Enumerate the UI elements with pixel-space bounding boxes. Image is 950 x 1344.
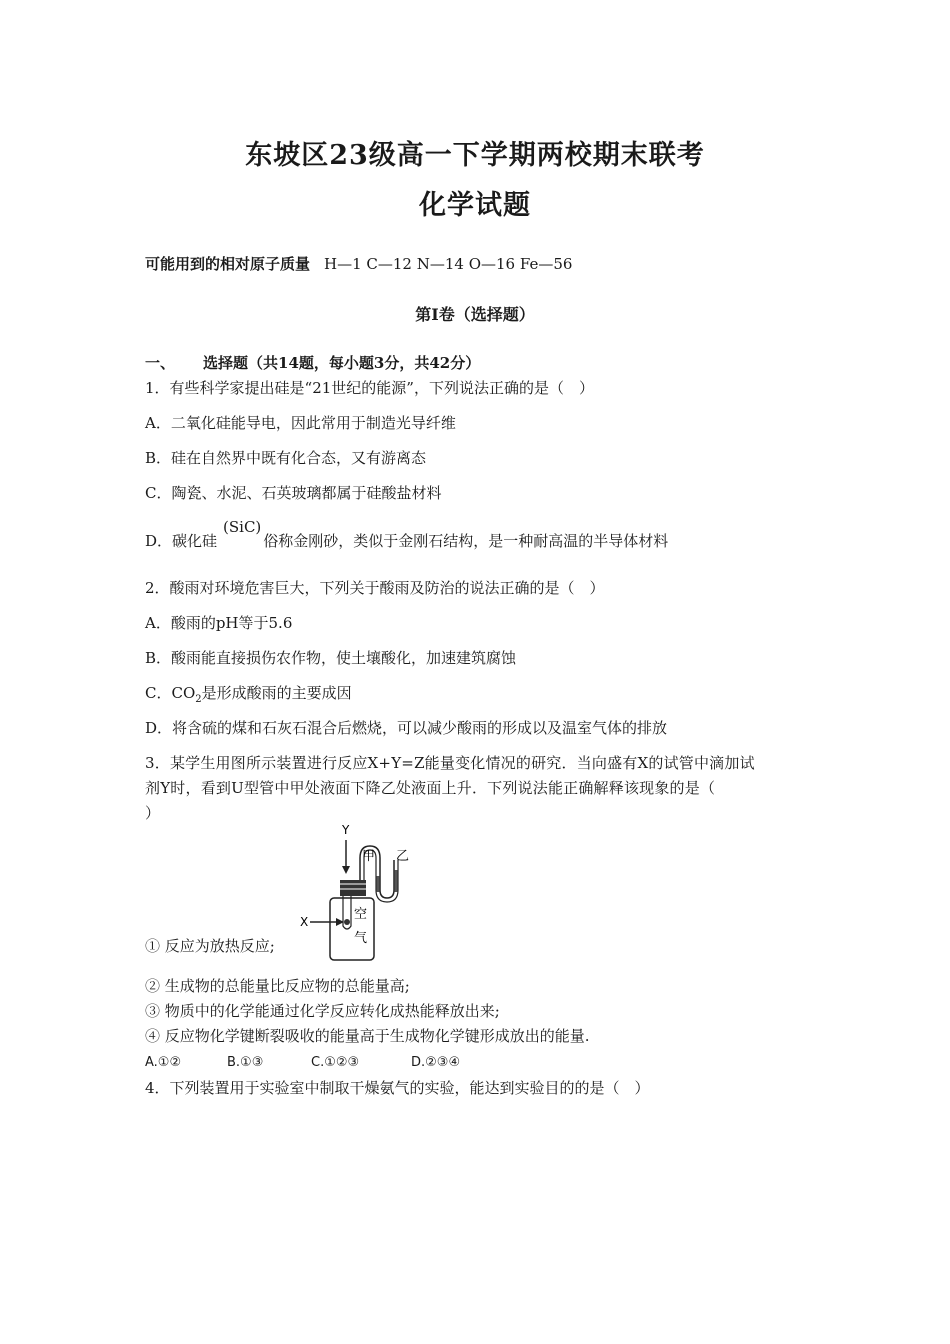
subject-title: 化学试题 bbox=[419, 190, 531, 221]
q3-option-c: C.①②③ bbox=[311, 1055, 360, 1070]
label-y: Y bbox=[342, 823, 350, 837]
q3-stem-line2: 剂Y时，看到U型管中甲处液面下降乙处液面上升．下列说法能正确解释该现象的是（ bbox=[145, 779, 716, 797]
q1-stem: 1．有些科学家提出硅是“21世纪的能源”，下列说法正确的是（ ） bbox=[145, 379, 594, 397]
bottle bbox=[330, 898, 374, 960]
q2-c-prefix: C．CO bbox=[145, 684, 196, 702]
section-title: 选择题（共14题，每小题3分，共42分） bbox=[203, 354, 481, 372]
q1-option-d bbox=[145, 518, 669, 551]
label-yi: 乙 bbox=[396, 849, 410, 864]
q3-option-b: B.①③ bbox=[227, 1055, 264, 1070]
q3-statement-4: ④ 反应物化学键断裂吸收的能量高于生成物化学键形成放出的能量. bbox=[145, 1027, 590, 1045]
stopper bbox=[340, 880, 366, 896]
q1-option-b: B．硅在自然界中既有化合态，又有游离态 bbox=[145, 449, 427, 467]
label-qi: 气 bbox=[354, 931, 368, 946]
q3-stem-line1: 3．某学生用图所示装置进行反应X+Y=Z能量变化情况的研究．当向盛有X的试管中滴加试 bbox=[145, 754, 755, 772]
volume-title: 第Ⅰ卷（选择题） bbox=[415, 305, 535, 324]
q2-option-d: D．将含硫的煤和石灰石混合后燃烧，可以减少酸雨的形成以及温室气体的排放 bbox=[145, 719, 668, 737]
q1-option-a: A．二氧化硅能导电，因此常用于制造光导纤维 bbox=[145, 414, 456, 432]
q2-c-suffix: 是形成酸雨的主要成因 bbox=[201, 684, 352, 702]
label-jia: 甲 bbox=[362, 849, 376, 864]
label-kong: 空 bbox=[354, 907, 368, 922]
q4-stem: 4．下列装置用于实验室中制取干燥氨气的实验，能达到实验目的的是（ ） bbox=[145, 1079, 650, 1097]
q3-apparatus-figure bbox=[290, 818, 420, 963]
q1-d-formula: (SiC) bbox=[223, 518, 262, 536]
q3-stem-line3: ） bbox=[145, 804, 161, 822]
q3-option-a: A.①② bbox=[145, 1055, 182, 1070]
q1-option-c: C．陶瓷、水泥、石英玻璃都属于硅酸盐材料 bbox=[145, 484, 442, 502]
q2-option-b: B．酸雨能直接损伤农作物，使土壤酸化，加速建筑腐蚀 bbox=[145, 649, 517, 667]
q2-option-c bbox=[145, 682, 352, 703]
section-number: 一、 bbox=[145, 354, 176, 372]
q2-option-a: A．酸雨的pH等于5.6 bbox=[145, 614, 293, 632]
section-header bbox=[145, 352, 480, 373]
label-x: X bbox=[300, 915, 309, 929]
q2-c-subscript: 2 bbox=[195, 694, 202, 705]
q1-d-prefix: D．碳化硅 bbox=[145, 532, 218, 550]
q1-d-suffix: 俗称金刚砂，类似于金刚石结构，是一种耐高温的半导体材料 bbox=[263, 532, 669, 550]
q3-statement-1: ① 反应为放热反应; bbox=[145, 937, 275, 955]
y-arrow-head bbox=[342, 866, 350, 874]
q3-statement-2: ② 生成物的总能量比反应物的总能量高; bbox=[145, 977, 410, 995]
atomic-mass-values: H—1 C—12 N—14 O—16 Fe—56 bbox=[324, 255, 573, 273]
atomic-mass-line bbox=[145, 253, 572, 274]
atomic-mass-label: 可能用到的相对原子质量 bbox=[145, 255, 311, 273]
q3-option-d: D.②③④ bbox=[411, 1055, 461, 1070]
exam-title: 东坡区23级高一下学期两校期末联考 bbox=[245, 140, 705, 171]
q3-statement-3: ③ 物质中的化学能通过化学反应转化成热能释放出来; bbox=[145, 1002, 500, 1020]
q3-options bbox=[145, 1052, 460, 1070]
q2-stem: 2．酸雨对环境危害巨大，下列关于酸雨及防治的说法正确的是（ ） bbox=[145, 579, 605, 597]
